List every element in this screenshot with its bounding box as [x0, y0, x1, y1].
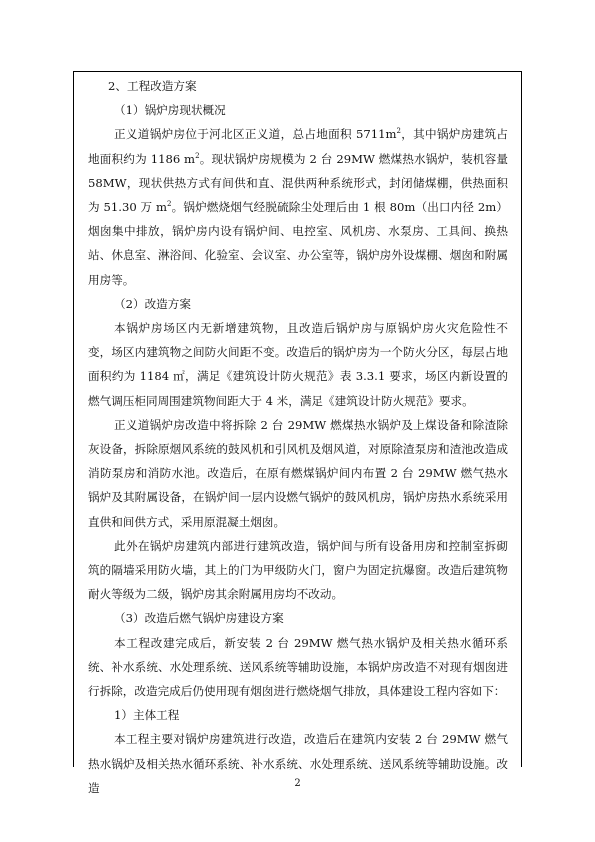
superscript-2: 2 — [195, 151, 200, 160]
paragraph-status: 正义道锅炉房位于河北区正义道，总占地面积 $5711m^2$，其中锅炉房建筑占地面积约为 1186 $m^2$。现状锅炉房规模为 2 台 29MW 燃煤热水锅炉，装机容量58MW，现状供热方式有间供和直、混供两种系统形式，封闭储煤棚，供热面积为 51.30 万 $m^2$。锅炉燃烧烟气经脱硫除尘处理后由 1 根 80m（出口内径 2m）烟囱集中排放，锅炉房内设有锅炉间、电控室、风机房、水泵房、工具间、换热站、休息室、淋浴间、化验室、会议室、办公室等，锅炉房外设煤棚、烟囱和附属用房等。 — [88, 127, 508, 287]
superscript-2: 2 — [396, 127, 401, 136]
subsection-title-1: （1）锅炉房现状概况 — [114, 103, 226, 118]
paragraph: 此外在锅炉房建筑内部进行建筑改造，锅炉间与所有设备用房和控制室拆砌筑的隔墙采用防火墙，其上的门为甲级防火门，窗户为固定抗爆窗。改造后建筑物耐火等级为二级，锅炉房其余附属用房均不改动。 — [88, 538, 508, 602]
document-body — [88, 74, 508, 800]
section-heading: 2、工程改造方案 — [108, 79, 197, 93]
subsection-title-2: （2）改造方案 — [114, 296, 191, 311]
subsection-title-3: （3）改造后燃气锅炉房建设方案 — [114, 611, 284, 626]
paragraph: 本工程主要对锅炉房建筑进行改造，改造后在建筑内安装 2 台 29MW 燃气热水锅炉及相关热水循环系统、补水系统、水处理系统、送风系统等辅助设施。改造 — [88, 732, 508, 795]
page-number: 2 — [294, 778, 301, 789]
superscript-2: 2 — [167, 200, 172, 209]
paragraph: 本锅炉房场区内无新增建筑物，且改造后锅炉房与原锅炉房火灾危险性不变，场区内建筑物之间防火间距不变。改造后的锅炉房为一个防火分区，每层占地面积约为 1184 ㎡，满足《建筑设计防火规范》表 3.3.1 要求，场区内新设置的燃气调压柜同周围建筑物间距大于 4 米，满足《建筑设计防火规范》要求。 — [88, 321, 508, 408]
paragraph: 正义道锅炉房改造中将拆除 2 台 29MW 燃煤热水锅炉及上煤设备和除渣除灰设备，拆除原烟风系统的鼓风机和引风机及烟风道，对原除渣泵房和渣池改造成消防泵房和消防水池。改造后，在原有燃煤锅炉间内布置 2 台 29MW 燃气热水锅炉及其附属设备，在锅炉间一层内设燃气锅炉的鼓风机房，锅炉房热水系统采用直供和间供方式，采用原混凝土烟囱。 — [88, 417, 508, 529]
paragraph: 本工程改建完成后，新安装 2 台 29MW 燃气热水锅炉及相关热水循环系统、补水系统、水处理系统、送风系统等辅助设施，本锅炉房改造不对现有烟囱进行拆除，改造完成后仍使用现有烟囱进行燃烧烟气排放，具体建设工程内容如下： — [88, 635, 508, 699]
subsection-title-main-works: 1）主体工程 — [114, 708, 180, 723]
